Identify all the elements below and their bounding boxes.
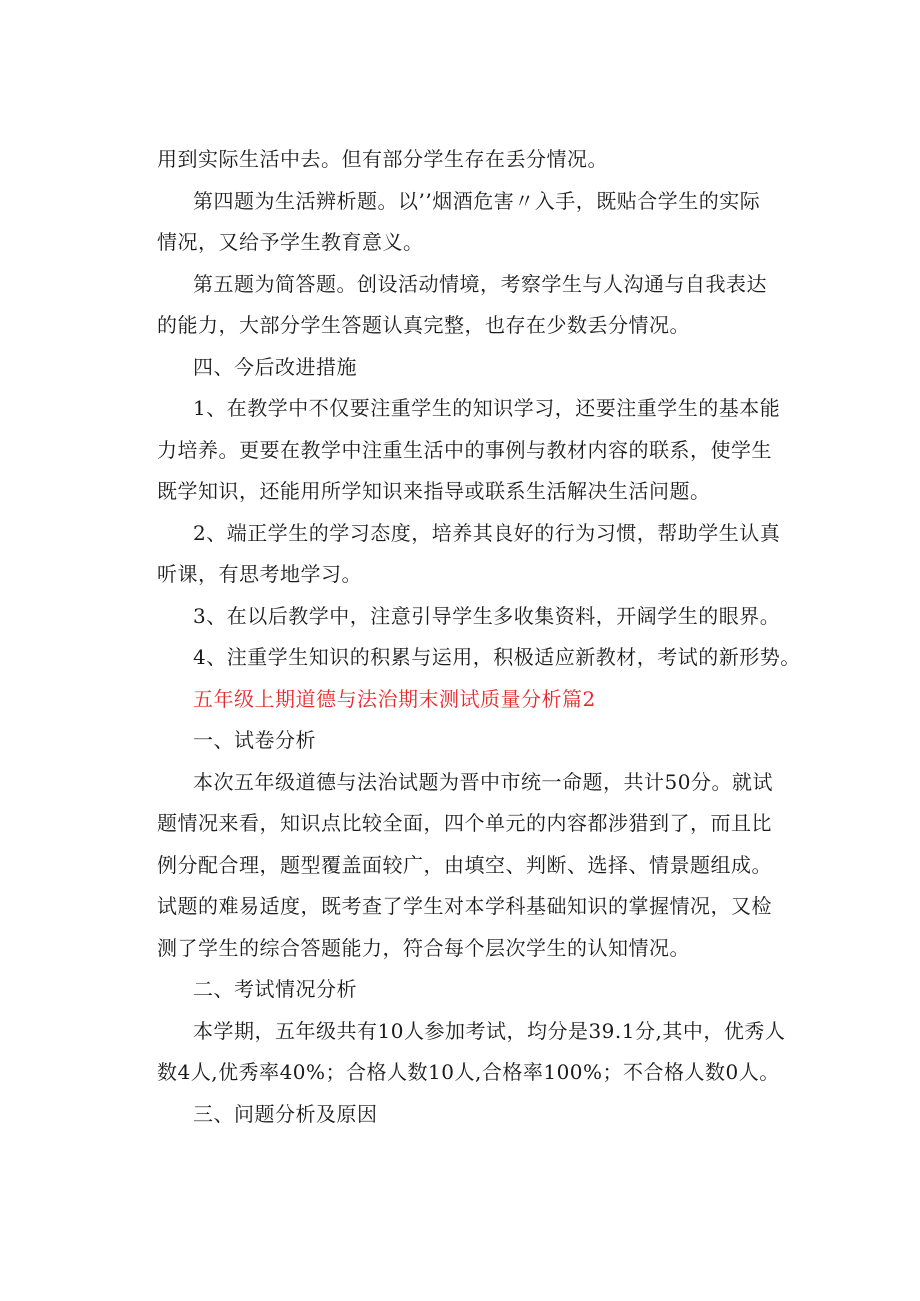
text-line: 题情况来看，知识点比较全面，四个单元的内容都涉猎到了，而且比 (157, 811, 772, 835)
section-heading: 四、今后改进措施 (193, 355, 357, 379)
text-line: 2、端正学生的学习态度，培养其良好的行为习惯，帮助学生认真 (193, 521, 781, 545)
text-line: 本学期，五年级共有10人参加考试，均分是39.1分,其中，优秀人 (193, 1019, 786, 1043)
text-line: 4、注重学生知识的积累与运用，积极适应新教材，考试的新形势。 (193, 645, 801, 669)
text-line: 例分配合理，题型覆盖面较广，由填空、判断、选择、情景题组成。 (157, 853, 772, 877)
text-line: 1、在教学中不仅要注重学生的知识学习，还要注重学生的基本能 (193, 396, 781, 420)
text-line: 听课，有思考地学习。 (157, 562, 362, 586)
text-line: 力培养。更要在教学中注重生活中的事例与教材内容的联系，使学生 (157, 438, 772, 462)
text-line: 的能力，大部分学生答题认真完整，也存在少数丢分情况。 (157, 313, 690, 337)
text-line: 第五题为简答题。创设活动情境，考察学生与人沟通与自我表达 (193, 272, 767, 296)
text-line: 3、在以后教学中，注意引导学生多收集资料，开阔学生的眼界。 (193, 604, 781, 628)
text-line: 情况，又给予学生教育意义。 (157, 230, 424, 254)
section-heading: 三、问题分析及原因 (193, 1102, 378, 1126)
text-line: 第四题为生活辨析题。以’’烟酒危害〃入手，既贴合学生的实际 (193, 189, 761, 213)
text-line: 测了学生的综合答题能力，符合每个层次学生的认知情况。 (157, 936, 690, 960)
text-line: 用到实际生活中去。但有部分学生存在丢分情况。 (157, 147, 608, 171)
article-title: 五年级上期道德与法治期末测试质量分析篇2 (193, 687, 596, 711)
section-heading: 一、试卷分析 (193, 728, 316, 752)
text-line: 试题的难易适度，既考查了学生对本学科基础知识的掌握情况，又检 (157, 894, 772, 918)
text-line: 数4人,优秀率40%；合格人数10人,合格率100%；不合格人数0人。 (157, 1060, 780, 1084)
text-line: 本次五年级道德与法治试题为晋中市统一命题，共计50分。就试 (193, 770, 773, 794)
text-line: 既学知识，还能用所学知识来指导或联系生活解决生活问题。 (157, 479, 711, 503)
section-heading: 二、考试情况分析 (193, 977, 357, 1001)
